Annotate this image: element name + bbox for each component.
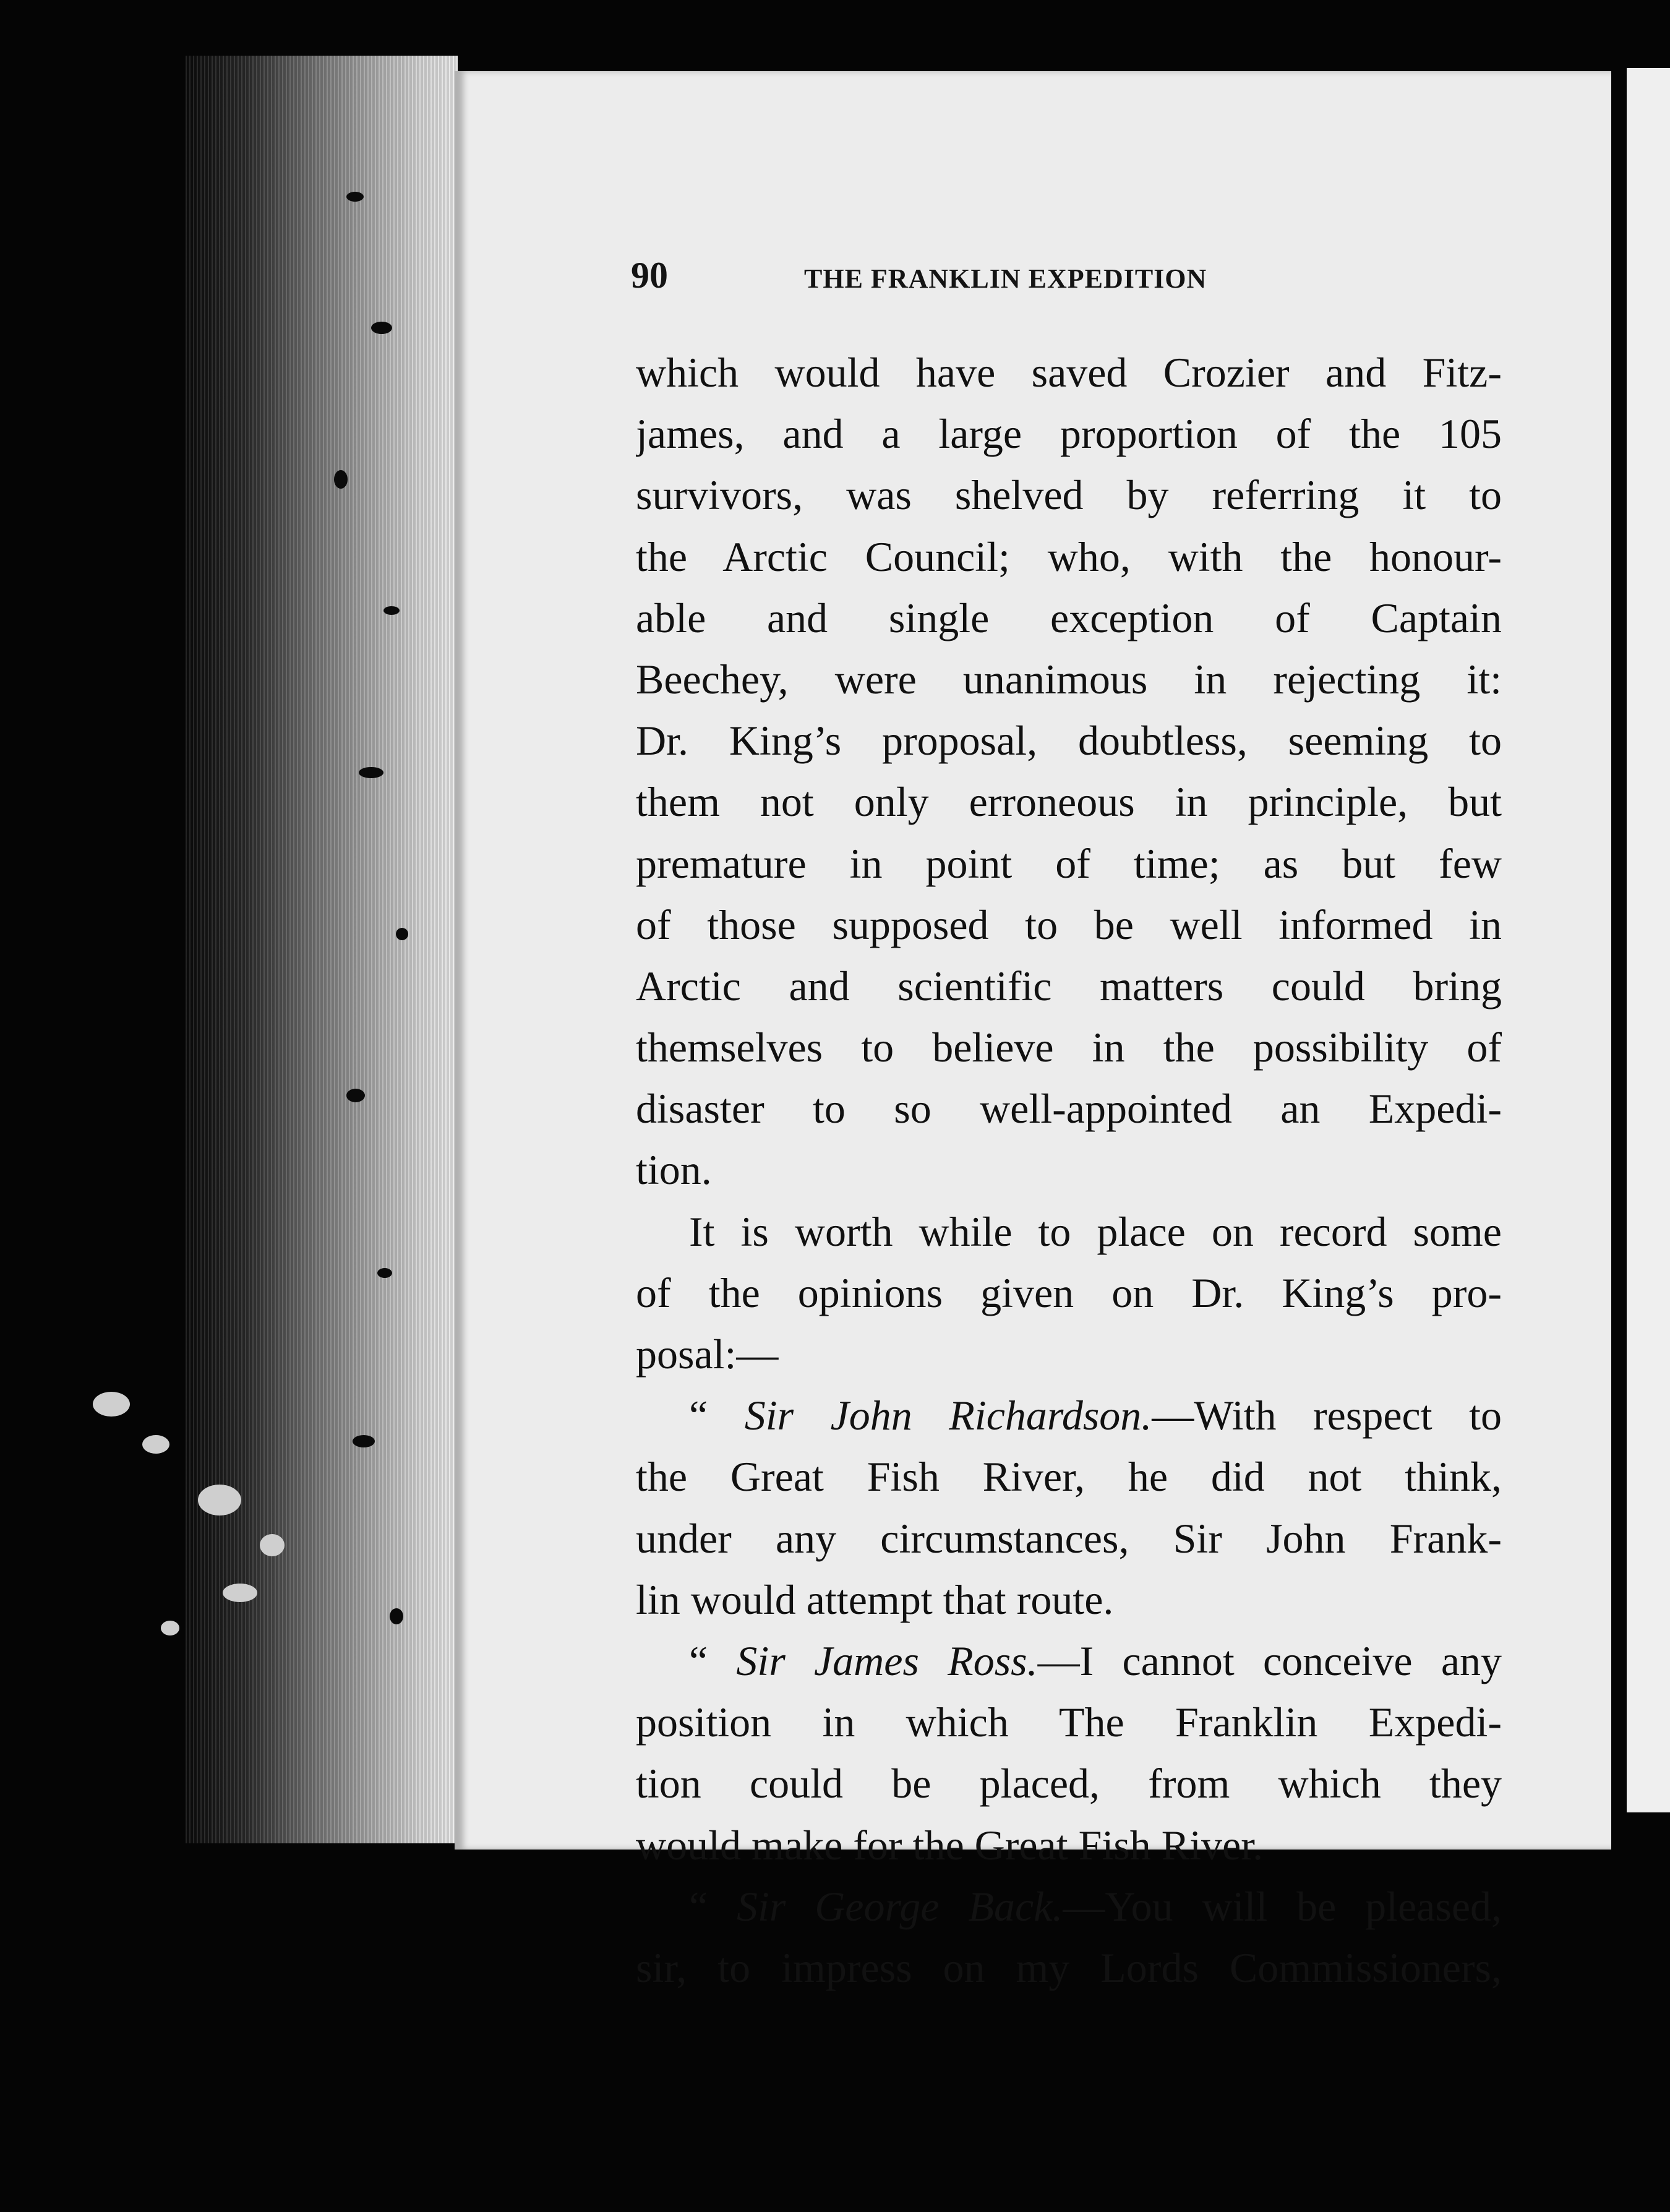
- quote-line: [636, 1876, 1502, 1937]
- text-line: able and single exception of Captain: [636, 594, 1502, 641]
- quote-text: —With respect to: [1152, 1392, 1502, 1439]
- body-text: [636, 342, 1502, 1999]
- text-line: themselves to believe in the possibility of: [636, 1024, 1502, 1071]
- text-line: It is worth while to place on record some: [689, 1207, 1502, 1255]
- text-line: under any circumstances, Sir John Frank-: [636, 1514, 1502, 1562]
- text-line: position in which The Franklin Expedi-: [636, 1699, 1502, 1746]
- text-line: of those supposed to be well informed in: [636, 901, 1502, 948]
- text-line: them not only erroneous in principle, but: [636, 778, 1502, 826]
- text-line: james, and a large proportion of the 105: [636, 410, 1502, 458]
- text-line: posal:—: [636, 1331, 779, 1378]
- text-line: sir, to impress on my Lords Commissioners,: [636, 1944, 1502, 1991]
- text-line: lin would attempt that route.: [636, 1575, 1114, 1623]
- text-line: survivors, was shelved by referring it to: [636, 471, 1502, 519]
- text-line: disaster to so well-appointed an Expedi-: [636, 1085, 1502, 1133]
- next-page-edge: [1627, 68, 1670, 1812]
- book-fore-edge: [186, 56, 458, 1843]
- quote-mark: “: [689, 1392, 708, 1439]
- speaker-name: Sir George Back.: [737, 1882, 1063, 1930]
- text-line: would make for the Great Fish River.: [636, 1821, 1264, 1869]
- quote-mark: “: [689, 1637, 708, 1684]
- running-title: THE FRANKLIN EXPEDITION: [804, 264, 1207, 294]
- text-line: Arctic and scientific matters could bring: [636, 962, 1502, 1010]
- text-line: Dr. King’s proposal, doubtless, seeming to: [636, 717, 1502, 765]
- quote-text: —You will be pleased,: [1063, 1882, 1502, 1930]
- quote-line: [636, 1385, 1502, 1446]
- text-line: tion could be placed, from which they: [636, 1760, 1502, 1807]
- quote-line: [636, 1631, 1502, 1692]
- speaker-name: Sir John Richardson.: [744, 1392, 1152, 1439]
- page-number: 90: [631, 255, 668, 296]
- text-line: the Arctic Council; who, with the honour-: [636, 533, 1502, 580]
- text-line: of the opinions given on Dr. King’s pro-: [636, 1269, 1502, 1316]
- quote-text: —I cannot conceive any: [1037, 1637, 1502, 1684]
- text-line: tion.: [636, 1146, 712, 1194]
- text-line: the Great Fish River, he did not think,: [636, 1453, 1502, 1501]
- speaker-name: Sir James Ross.: [736, 1637, 1038, 1684]
- text-line: premature in point of time; as but few: [636, 839, 1502, 887]
- quote-mark: “: [689, 1882, 708, 1930]
- running-head: [631, 251, 1330, 300]
- text-line: Beechey, were unanimous in rejecting it:: [636, 655, 1502, 703]
- text-line: which would have saved Crozier and Fitz-: [636, 349, 1502, 396]
